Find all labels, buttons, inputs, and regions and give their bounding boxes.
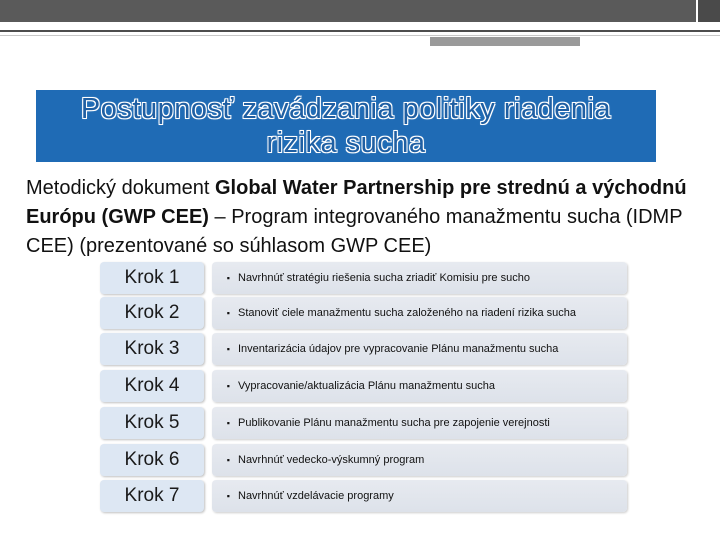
top-accent-bar [430,37,580,46]
bullet-icon: ▪ [226,344,230,354]
step-description-text: Publikovanie Plánu manažmentu sucha pre zapojenie verejnosti [238,416,550,429]
step-label: Krok 1 [100,262,204,294]
step-row [100,370,627,402]
intro-text-1: Metodický dokument [26,177,215,199]
bullet-icon: ▪ [226,418,230,428]
step-label: Krok 2 [100,297,204,329]
step-description [212,370,627,402]
step-description-text: Navrhnúť vzdelávacie programy [238,489,394,502]
step-row [100,444,627,476]
step-description [212,262,627,294]
step-description [212,444,627,476]
step-label: Krok 7 [100,480,204,512]
step-description-text: Navrhnúť vedecko-výskumný program [238,453,425,466]
intro-text-bold: Global Water Partnership pre strednú a východnú Európu (GWP CEE) [26,177,687,228]
bullet-icon: ▪ [226,273,230,283]
top-decor-bar [0,0,696,22]
step-description [212,407,627,439]
step-row [100,407,627,439]
intro-paragraph [26,174,706,261]
step-row [100,480,627,512]
step-description-text: Stanoviť ciele manažmentu sucha založeného na riadení rizika sucha [238,306,576,319]
step-label: Krok 4 [100,370,204,402]
top-divider-line [0,30,720,32]
slide-title-line2: rizika sucha [266,127,426,159]
top-divider-line-light [0,35,720,36]
step-row [100,262,627,294]
intro-text-2: – Program integrovaného manažmentu sucha (IDMP CEE) (prezentované so súhlasom GWP CEE) [26,206,683,257]
bullet-icon: ▪ [226,455,230,465]
bullet-icon: ▪ [226,491,230,501]
slide-title [36,92,656,160]
bullet-icon: ▪ [226,308,230,318]
step-description-text: Inventarizácia údajov pre vypracovanie Plánu manažmentu sucha [238,342,559,355]
step-description [212,480,627,512]
step-row [100,297,627,329]
step-label: Krok 5 [100,407,204,439]
slide-title-box [36,90,656,162]
top-decor-bar-right [698,0,720,22]
step-description [212,297,627,329]
bullet-icon: ▪ [226,381,230,391]
step-description-text: Navrhnúť stratégiu riešenia sucha zriadiť Komisiu pre sucho [238,271,530,284]
step-description-text: Vypracovanie/aktualizácia Plánu manažmentu sucha [238,379,496,392]
step-description [212,333,627,365]
step-label: Krok 3 [100,333,204,365]
slide-title-line1: Postupnosť zavádzania politiky riadenia [80,93,612,125]
step-row [100,333,627,365]
step-label: Krok 6 [100,444,204,476]
